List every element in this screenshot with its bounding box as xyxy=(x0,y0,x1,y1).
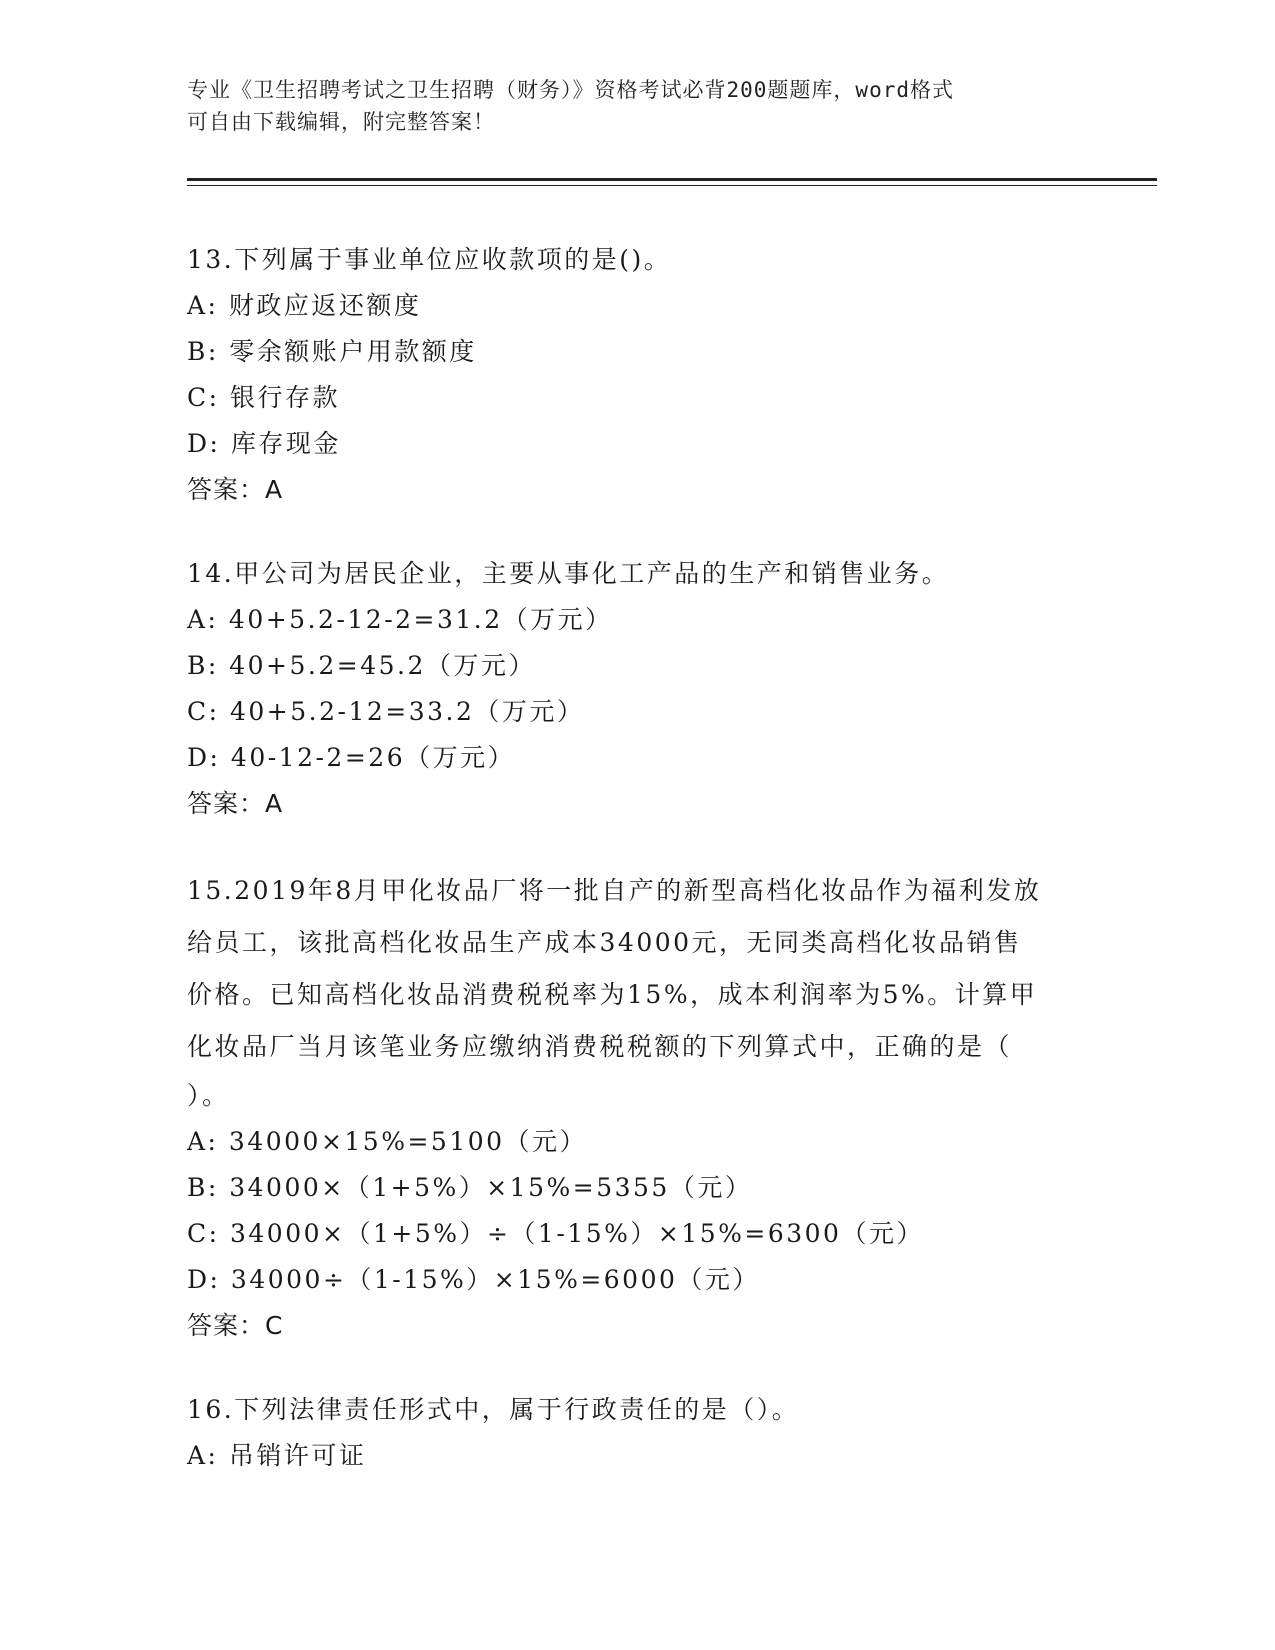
option-c: C: 34000×（1+5%）÷（1-15%）×15%=6300（元） xyxy=(187,1219,924,1248)
answer: 答案：A xyxy=(187,475,284,504)
question-stem: 16.下列法律责任形式中，属于行政责任的是（）。 xyxy=(187,1395,800,1424)
question-14 xyxy=(187,551,1087,827)
option-a: A: 40+5.2-12-2=31.2（万元） xyxy=(187,605,613,634)
header-line-2: 可自由下载编辑，附完整答案！ xyxy=(187,110,495,134)
answer: 答案：A xyxy=(187,789,284,818)
question-stem: 14.甲公司为居民企业，主要从事化工产品的生产和销售业务。 xyxy=(187,559,950,588)
option-b: B: 40+5.2=45.2（万元） xyxy=(187,651,536,680)
option-c: C: 银行存款 xyxy=(187,383,340,412)
option-d: D: 40-12-2=26（万元） xyxy=(187,743,516,772)
header-rule-thick xyxy=(187,178,1157,181)
answer: 答案：C xyxy=(187,1311,284,1340)
option-c: C: 40+5.2-12=33.2（万元） xyxy=(187,697,585,726)
option-d: D: 库存现金 xyxy=(187,429,341,458)
question-stem-line: 给员工，该批高档化妆品生产成本34000元，无同类高档化妆品销售 xyxy=(187,928,1022,957)
option-b: B: 34000×（1+5%）×15%=5355（元） xyxy=(187,1173,753,1202)
question-15 xyxy=(187,865,1087,1349)
question-stem-line: ）。 xyxy=(187,1081,230,1110)
option-a: A: 财政应返还额度 xyxy=(187,291,422,320)
option-a: A: 34000×15%=5100（元） xyxy=(187,1127,588,1156)
question-16 xyxy=(187,1387,1087,1479)
option-a: A: 吊销许可证 xyxy=(187,1441,367,1470)
option-b: B: 零余额账户用款额度 xyxy=(187,337,477,366)
question-stem-line: 15.2019年8月甲化妆品厂将一批自产的新型高档化妆品作为福利发放 xyxy=(187,876,1042,905)
option-d: D: 34000÷（1-15%）×15%=6000（元） xyxy=(187,1265,760,1294)
question-13 xyxy=(187,237,1087,513)
header-rule-thin xyxy=(187,185,1157,186)
question-stem-line: 价格。已知高档化妆品消费税税率为15%，成本利润率为5%。计算甲 xyxy=(187,980,1038,1009)
question-stem: 13.下列属于事业单位应收款项的是()。 xyxy=(187,245,672,274)
header-line-1: 专业《卫生招聘考试之卫生招聘（财务）》资格考试必背200题题库，word格式 xyxy=(187,78,954,102)
question-list xyxy=(187,237,1087,1479)
question-stem-line: 化妆品厂当月该笔业务应缴纳消费税税额的下列算式中，正确的是（ xyxy=(187,1032,1013,1061)
document-header xyxy=(187,74,1087,138)
